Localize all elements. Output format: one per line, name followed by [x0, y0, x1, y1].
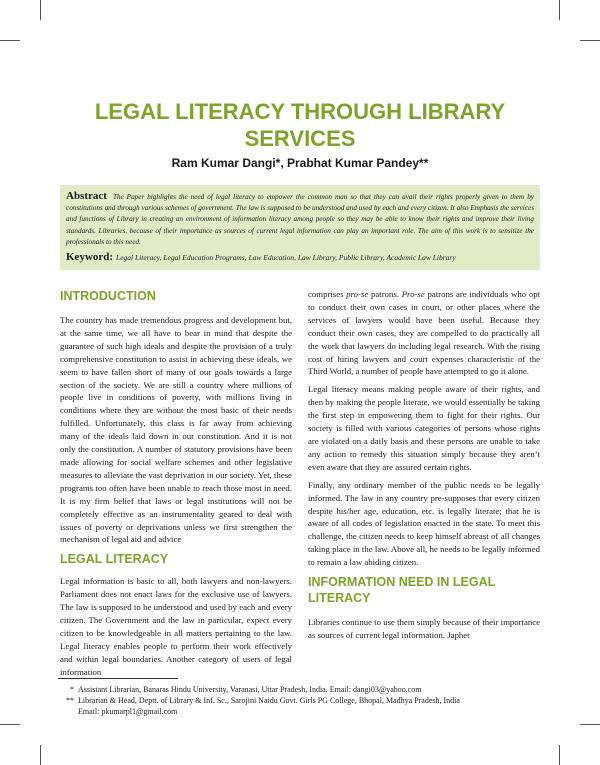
crop-mark [40, 0, 41, 20]
right-column [308, 288, 540, 647]
footnote-email: Email: pkumarpl1@gmail.com [78, 707, 178, 716]
abstract-label: Abstract [66, 190, 107, 202]
crop-mark [580, 724, 600, 725]
footnote-text: Assistant Librarian, Banaras Hindu University, Varanasi, Uttar Pradesh, India. Email: dangi03@yahoo.com [78, 685, 422, 694]
left-column [60, 288, 292, 684]
paragraph: Legal literacy means making people aware of their rights, and then by making the people literate, we would essentially be taking the first step in empowering them to fight for their rights. Our society is filled with various categories of persons whose rights are violated on a daily basis and these persons are unable to take any action to remedy this situation simply because they aren’t even aware that they are assured certain rights. [308, 384, 540, 472]
footnote-mark: * [70, 685, 74, 694]
section-heading-introduction: INTRODUCTION [60, 289, 156, 303]
paragraph: The country has made tremendous progress and development but, at the same time, we all have to bear in mind that despite the guarantee of such high ideals and despite the provision of a truly comprehensive constitution to assist in achieving these ideals, we seem to have fallen short of many of our goals towards a large section of the society. We are still a country where millions of people live in conditions of poverty, with millions living in conditions where they are without the most basic of their needs fulfilled. Unfortunately, this class is far away from achieving many of the ideals laid down in our constitution. And it is not only the constitution. A number of statutory provisions have been made allowing for social welfare schemes and other legislative measures to alleviate the vast deprivation in our society. Yet, these programs too often have been unable to reach those most in need. It is my firm belief that laws or legal institutions will not be completely effective as an instrumentality geared to deal with issues of poverty or deprivations unless we first strengthen the mechanism of legal aid and advice [60, 315, 292, 545]
paragraph: Finally, any ordinary member of the public needs to be legally informed. The law in any country pre-supposes that every citizen despite his/her age, education, etc. is legally literate; that he is aware of all codes of legislation enacted in the state. To meet this challenge, the citizen needs to keep himself abreast of all changes taking place in the law. Above all, he needs to be legally informed to remain a law abiding citizen. [308, 479, 540, 568]
paragraph [308, 288, 540, 378]
paragraph-text: comprises [308, 289, 347, 299]
footnote-text: Librarian & Head, Deptt. of Library & Inf. Sc., Sarojini Naidu Govt. Girls PG College, Bhopal, Madhya Pradesh, India [78, 696, 460, 705]
section-heading-legal-literacy: LEGAL LITERACY [60, 552, 169, 567]
footnote-mark: ** [66, 696, 74, 705]
paragraph-text: patrons are individuals who opt to conduct their own cases in court, or other places where the services of lawyers would have been useful. Because they conduct their own cases, they are compelled to do practically all the work that lawyers do including legal research. With the rising cost of hiring lawyers and court expenses characteristic of the Third World, a number of people have attempted to go it alone. [308, 289, 540, 377]
abstract-box [60, 185, 540, 270]
paper-title: LEGAL LITERACY THROUGH LIBRARY SERVICES [94, 99, 506, 151]
section-heading-information-need: INFORMATION NEED IN LEGAL LITERACY [308, 575, 496, 606]
keywords-label: Keyword: [66, 251, 114, 264]
footnote [60, 695, 540, 706]
footnote [60, 684, 540, 695]
crop-mark [559, 745, 560, 765]
footnote [60, 706, 540, 717]
paragraph: Libraries continue to use them simply because of their importance as sources of current legal information. Japhet [308, 617, 540, 640]
crop-mark [0, 40, 20, 41]
crop-mark [580, 40, 600, 41]
emphasis: pro-se [346, 289, 369, 299]
emphasis: Pro-se [401, 289, 425, 299]
crop-mark [559, 0, 560, 20]
abstract [66, 191, 534, 248]
paragraph-text: patrons. [368, 289, 402, 299]
keywords [66, 252, 534, 263]
paragraph: Legal information is basic to all, both lawyers and non-lawyers. Parliament does not enact laws for the exclusive use of lawyers. The law is supposed to be understood and used by each and every citizen. The Government and the law in particular, expect every citizen to be knowledgeable in all matters pertaining to the law. Legal literacy enables people to perform their work effectively and within legal boundaries. Another category of users of legal information [60, 576, 292, 677]
crop-mark [40, 745, 41, 765]
footnote-rule [58, 678, 178, 679]
crop-mark [0, 724, 20, 725]
keywords-text: Legal Literacy, Legal Education Programs, Law Education, Law Library, Public Library, Academic Law Library [116, 253, 456, 263]
author-line: Ram Kumar Dangi*, Prabhat Kumar Pandey** [171, 156, 429, 170]
abstract-text: The Paper highlights the need of legal literacy to empower the common man so that they can avail their rights properly given to them by constitutions and through various schemes of government. The law is supposed to be understood and used by each and every citizen. It also Emphasis the services and functions of Library in creating an environment of information literacy among people so they may be able to know their rights and improve their living standards. Libraries, because of their importance as sources of current legal information can play an important role. The aim of this work is to sensitize the professionals to this need. [66, 193, 534, 246]
